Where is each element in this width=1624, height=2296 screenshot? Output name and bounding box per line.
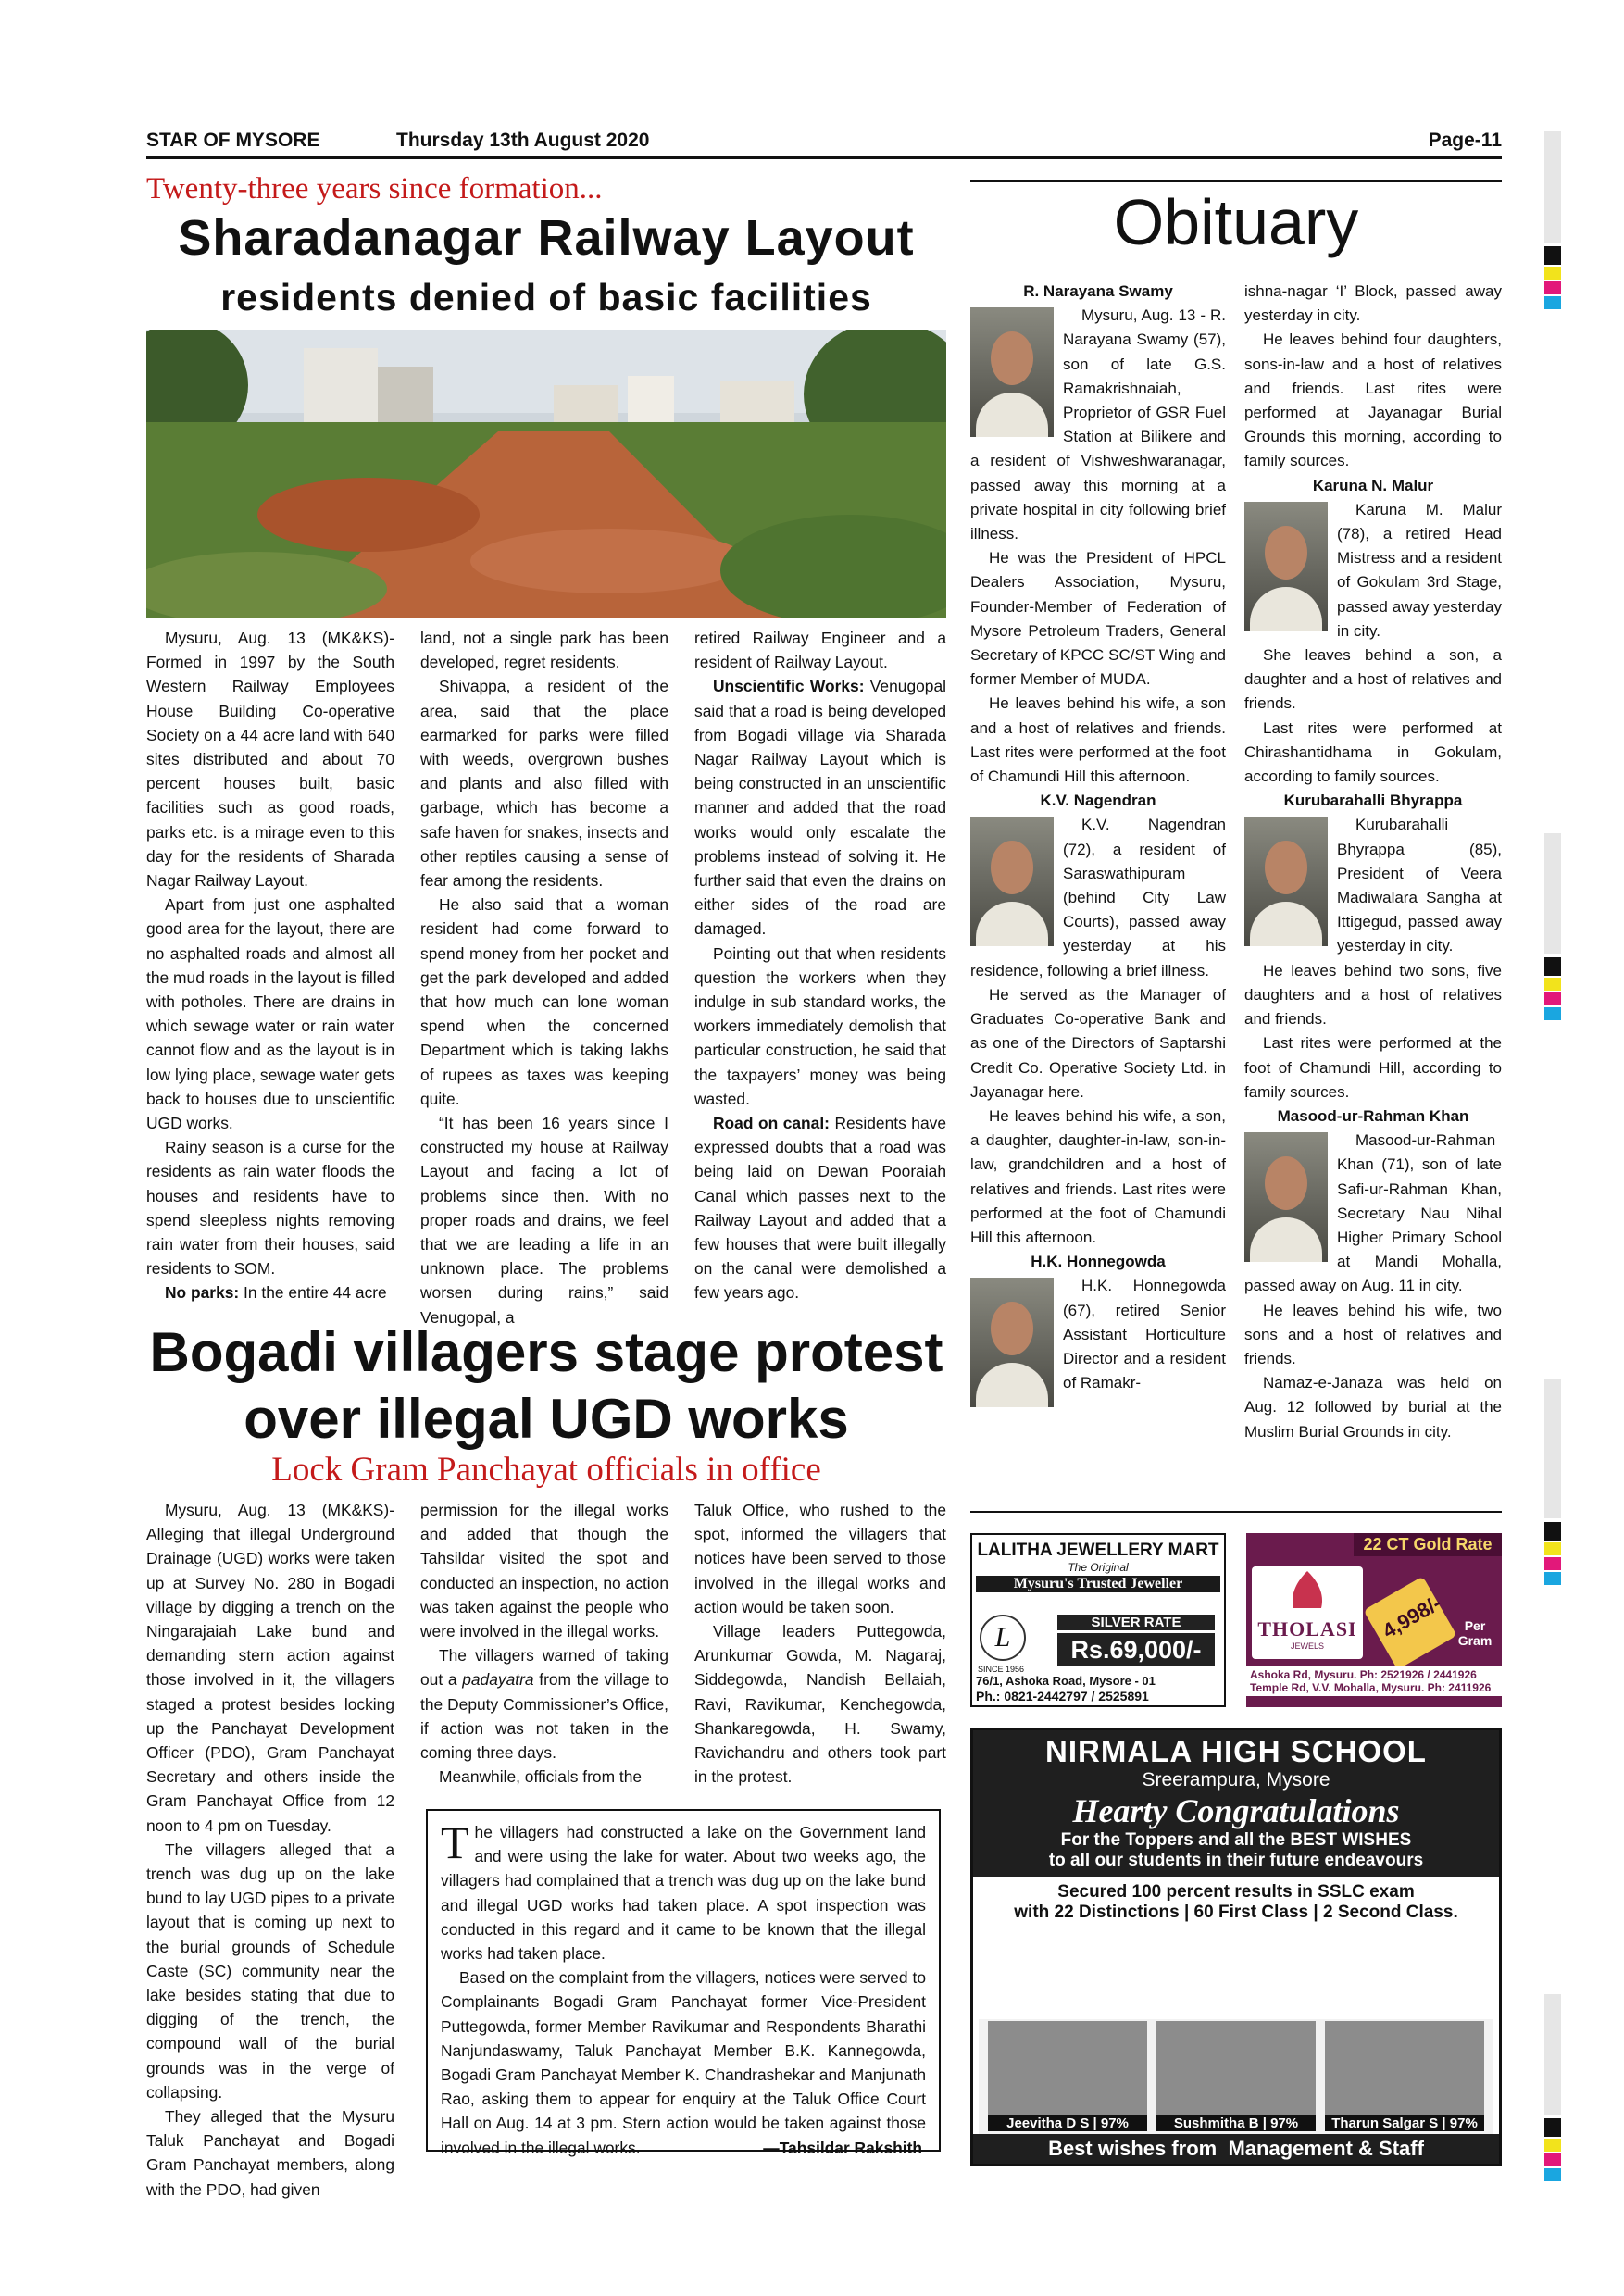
registration-yellow [1544, 2139, 1561, 2152]
story1-paragraph [694, 1111, 946, 1305]
obit-paragraph: He served as the Manager of Graduates Co-operative Bank and as one of the Directors of Saptarshi Credit Co. Operative Society Ltd. in Jayanagar here. [970, 985, 1226, 1101]
story1-paragraph: retired Railway Engineer and a resident of Railway Layout. [694, 629, 946, 672]
topper-label: Tharun Salgar S | 97% [1325, 2115, 1484, 2131]
obit-name: Masood-ur-Rahman Khan [1277, 1106, 1469, 1125]
story2-paragraph: They alleged that the Mysuru Taluk Panchayat and Bogadi Gram Panchayat members, along with the PDO, had given [146, 2107, 394, 2199]
masthead: STAR OF MYSORE [146, 130, 320, 151]
story2-text: The villagers warned of taking out a [420, 1646, 668, 1690]
story1-column-1 [146, 626, 394, 1305]
story1-headline: Sharadanagar Railway Layout [178, 210, 915, 266]
story1-kicker: Twenty-three years since formation... [146, 172, 603, 206]
story2-paragraph: Village leaders Puttegowda, Arunkumar Gowda, M. Nagaraj, Siddegowda, Nandish Bellaiah, Ravi, Ravikumar, Kenchegowda, Shankaregowda, H. Swamy, Ravichandru and others took part in the protest. [694, 1622, 946, 1787]
statement-text-run: he villagers had constructed a lake on the Government land and were using the lake for water. About two weeks ago, the villagers had complained that a trench was dug up on the lake bund and illegal UGD works had taken place. A spot inspection was conducted in this regard and it came to be known that the illegal works had taken place. [441, 1823, 926, 1964]
story2-paragraph: Taluk Office, who rushed to the spot, informed the villagers that notices have been served to those involved in the illegal works and action would be taken soon. [694, 1501, 946, 1616]
lalitha-name: LALITHA JEWELLERY MART [977, 1541, 1219, 1560]
story2-headline: Bogadi villagers stage protest [149, 1321, 943, 1383]
nirmala-school-name: NIRMALA HIGH SCHOOL [1045, 1734, 1427, 1768]
obit-paragraph: Last rites were performed at Chirashantidhama in Gokulam, according to family sources. [1244, 718, 1502, 786]
nirmala-place: Sreerampura, Mysore [1142, 1769, 1330, 1791]
story2-paragraph: Meanwhile, officials from the [439, 1767, 643, 1787]
registration-bar [1544, 131, 1561, 243]
story2-paragraph: permission for the illegal works and added that though the Tahsildar visited the spot and conducted an inspection, no action was taken against the people who were involved in the illegal works. [420, 1501, 668, 1641]
toppers-row [979, 2019, 1493, 2134]
lalitha-rate-label: SILVER RATE [1057, 1615, 1215, 1630]
tholasi-address-1: Ashoka Rd, Mysuru. Ph: 2521926 / 2441926 [1250, 1668, 1477, 1681]
subhead-no-parks: No parks: [165, 1283, 240, 1303]
story1-paragraph: “It has been 16 years since I constructed my house at Railway Layout and facing a lot of problems since then. With no proper roads and drains, we feel that we are leading a life in an unknown place. The problems worsen during rains,” said Venugopal, a [420, 1114, 668, 1327]
obit-text: Masood-ur-Rahman Khan (71), son of late Safi-ur-Rahman Khan, Secretary Nau Nihal Higher Primary School at Mandi Mohalla, passed away on Aug. 11 in city. [1244, 1131, 1502, 1295]
registration-yellow [1544, 1542, 1561, 1555]
obituary-bottom-rule [970, 1511, 1502, 1513]
story1-paragraph: Rainy season is a curse for the residents as rain water floods the houses and residents have to spend sleepless nights removing rain water from their houses, said residents to SOM. [146, 1138, 394, 1279]
obit-name: H.K. Honnegowda [1031, 1253, 1166, 1271]
obit-portrait [970, 817, 1054, 946]
obit-paragraph: He leaves behind his wife, a son and a host of relatives and friends. Last rites were performed at the foot of Chamundi Hill this afternoon. [970, 694, 1226, 786]
layout-road-photo [146, 330, 946, 618]
registration-magenta [1544, 281, 1561, 294]
registration-black [1544, 1522, 1561, 1541]
story1-text: Venugopal said that a road is being developed from Bogadi village via Sharada Nagar Railway Layout which is being constructed in an unscientific manner and added that the road works would only escalate the problems instead of solving it. He further said that even the drains on either sides of the road are damaged. [694, 677, 946, 939]
obit-paragraph: Namaz-e-Janaza was held on Aug. 12 followed by burial at the Muslim Burial Grounds in city. [1244, 1374, 1502, 1441]
story2-column-1 [146, 1498, 394, 2202]
story2-paragraph [420, 1643, 668, 1765]
lalitha-tag2: Mysuru's Trusted Jeweller [976, 1576, 1220, 1592]
registration-magenta [1544, 1557, 1561, 1570]
lalitha-since: SINCE 1956 [978, 1665, 1025, 1674]
story2-column-3 [694, 1498, 946, 1789]
registration-cyan [1544, 1572, 1561, 1585]
story2-column-2 [420, 1498, 668, 1789]
obit-portrait [970, 307, 1054, 437]
nirmala-congrats: Hearty Congratulations [1072, 1792, 1400, 1829]
obit-portrait [1244, 817, 1328, 946]
registration-black [1544, 2118, 1561, 2137]
story1-column-3 [694, 626, 946, 1305]
registration-cyan [1544, 1007, 1561, 1020]
tholasi-logo-icon [1252, 1566, 1363, 1613]
lalitha-rate: Rs.69,000/- [1057, 1633, 1215, 1666]
drop-cap: T [441, 1816, 469, 1868]
lalitha-address: 76/1, Ashoka Road, Mysore - 01 [976, 1674, 1156, 1688]
story2-subhead: Lock Gram Panchayat officials in office [271, 1451, 821, 1489]
obit-portrait [1244, 1132, 1328, 1262]
subhead-road-on-canal: Road on canal: [713, 1114, 830, 1133]
registration-yellow [1544, 978, 1561, 991]
registration-cyan [1544, 296, 1561, 309]
story1-paragraph [146, 1280, 394, 1304]
registration-black [1544, 246, 1561, 265]
issue-date: Thursday 13th August 2020 [396, 130, 650, 151]
statement-signature: —Tahsildar Rakshith [763, 2138, 922, 2157]
obit-paragraph: Last rites were performed at the foot of Chamundi Hill, according to family sources. [1244, 1034, 1502, 1101]
story1-text: Residents have expressed doubts that a road was being laid on Dewan Pooraiah Canal which passes next to the Railway Layout and added that a few houses that were built illegally on the canal were demolished a few years ago. [694, 1114, 946, 1303]
obit-paragraph: He leaves behind four daughters, sons-in-law and a host of relatives and friends. Last rites were performed at Jayanagar Burial Grounds this morning, according to family sources. [1244, 331, 1502, 470]
tholasi-banner: 22 CT Gold Rate [1354, 1533, 1502, 1556]
subhead-unscientific-works: Unscientific Works: [713, 677, 865, 696]
story2-text: from the village to the Deputy Commissioner’s Office, if action was not taken in the coming three days. [420, 1670, 669, 1763]
nirmala-result2: with 22 Distinctions | 60 First Class | 2 Second Class. [1014, 1903, 1458, 1922]
story2-paragraph: Mysuru, Aug. 13 (MK&KS)- Alleging that illegal Underground Drainage (UGD) works were taken up at Survey No. 280 in Bogadi village by digging a trench on the Ningarajaiah Lake bund and demanding stern action against those involved in it, the villagers staged a protest besides locking up the Panchayat Development Officer (PDO), Gram Panchayat Secretary and others inside the Gram Panchayat Office from 12 noon to 4 pm on Tuesday. [146, 1501, 394, 1835]
tholasi-logo-panel [1252, 1566, 1363, 1659]
page-header [146, 126, 1502, 159]
obit-name: Kurubarahalli Bhyrappa [1283, 792, 1463, 810]
topper-label: Jeevitha D S | 97% [988, 2115, 1147, 2131]
topper-photo [988, 2021, 1147, 2115]
nirmala-line1: For the Toppers and all the BEST WISHES [1060, 1830, 1412, 1850]
obit-paragraph: He leaves behind his wife, a son, a daughter, daughter-in-law, son-in-law, grandchildren and a host of relatives and friends. Last rites were performed at the foot of Chamundi Hill this afternoon. [970, 1106, 1226, 1246]
tholasi-addresses [1246, 1666, 1502, 1696]
obit-paragraph [1244, 1129, 1502, 1298]
obit-paragraph [1244, 813, 1502, 958]
story1-text: In the entire 44 acre [239, 1283, 387, 1303]
obit-paragraph [970, 1274, 1226, 1395]
tholasi-price: 4,998/- [1378, 1591, 1445, 1643]
nirmala-school-ad [970, 1728, 1502, 2166]
lalitha-jewellery-ad [970, 1533, 1226, 1707]
story2-headline-line2: over illegal UGD works [244, 1388, 849, 1450]
registration-black [1544, 957, 1561, 976]
topper-photo [1156, 2021, 1316, 2115]
obit-paragraph [970, 304, 1226, 546]
nirmala-footer: Best wishes from Management & Staff [973, 2134, 1499, 2164]
tholasi-name: THOLASI [1257, 1617, 1357, 1641]
story2-italic-term: padayatra [462, 1670, 534, 1690]
obit-text: K.V. Nagendran (72), a resident of Saraswathipuram (behind City Law Courts), passed away yesterday at his residence, following a brief illness. [970, 816, 1226, 980]
story1-paragraph: Shivappa, a resident of the area, said that the place earmarked for parks were filled with weeds, overgrown bushes and plants and also filled with garbage, which has become a safe haven for snakes, insects and other reptiles causing a sense of fear among the residents. [420, 677, 668, 891]
obituary-title: Obituary [1113, 186, 1359, 258]
obit-text: H.K. Honnegowda (67), retired Senior Assistant Horticulture Director and a resident of Ramakr- [1063, 1277, 1226, 1392]
registration-bar [1544, 833, 1561, 954]
obit-text: Mysuru, Aug. 13 - R. Narayana Swamy (57), son of late G.S. Ramakrishnaiah, Proprietor of GSR Fuel Station at Bilikere and a resident of Vishweshwaranagar, passed away this morning at a private hospital in city following brief illness. [970, 306, 1226, 543]
registration-yellow [1544, 267, 1561, 280]
statement-text-run: Based on the complaint from the villagers, notices were served to Complainants Bogadi Gram Panchayat former Vice-President Puttegowda, former Member Ravikumar and Respondents Bharathi Nanjundaswamy, Taluk Panchayat Member B.K. Kannegowda, Bogadi Gram Panchayat Member K. Chandrashekar and Manjunath Rao, asking them to appear for enquiry at the Taluk Office Court Hall on Aug. 14 at 3 pm. Stern action would be taken against those involved in the illegal works. [441, 1968, 926, 2157]
tahsildar-statement-box [426, 1809, 941, 2157]
story1-paragraph: Pointing out that when residents question the workers when they indulge in sub standard works, the workers immediately demolish that particular construction, he said that the taxpayers’ money was being wasted. [694, 943, 946, 1108]
story1-paragraph: land, not a single park has been developed, regret residents. [420, 629, 668, 672]
registration-bar [1544, 1994, 1561, 2115]
lalitha-phone: Ph.: 0821-2442797 / 2525891 [976, 1689, 1149, 1703]
obit-paragraph [1244, 498, 1502, 643]
nirmala-line2: to all our students in their future endeavours [1048, 1851, 1424, 1870]
topper-photo [1325, 2021, 1484, 2115]
lalitha-logo: L [980, 1615, 1026, 1661]
story1-column-2 [420, 626, 668, 1329]
registration-magenta [1544, 992, 1561, 1005]
obit-paragraph: ishna-nagar ‘I’ Block, passed away yesterday in city. [1244, 282, 1502, 325]
tholasi-jewels-ad [1246, 1533, 1502, 1707]
obit-paragraph: He was the President of HPCL Dealers Association, Mysuru, Founder-Member of Federation of Mysore Petroleum Traders, General Secretary of KPCC SC/ST Wing and former Member of MUDA. [970, 549, 1226, 689]
obit-portrait [970, 1278, 1054, 1407]
obit-text: Kurubarahalli Bhyrappa (85), President of Veera Madiwalara Sangha at Ittigegud, passed away yesterday in city. [1337, 816, 1502, 955]
obit-paragraph: He leaves behind his wife, two sons and a host of relatives and friends. [1244, 1301, 1502, 1367]
obituary-column-2 [1244, 280, 1502, 1444]
nirmala-header [973, 1730, 1499, 1877]
obit-paragraph [970, 813, 1226, 982]
lalitha-tag1: The Original [1068, 1561, 1129, 1574]
registration-cyan [1544, 2168, 1561, 2181]
story1-paragraph [694, 674, 946, 941]
obit-paragraph: She leaves behind a son, a daughter and a host of relatives and friends. [1244, 646, 1502, 713]
obituary-rule [970, 180, 1502, 182]
page-number: Page-11 [1428, 130, 1502, 151]
obit-text: Karuna M. Malur (78), a retired Head Mistress and a resident of Gokulam 3rd Stage, passed away yesterday in city. [1337, 500, 1502, 640]
story1-paragraph: Mysuru, Aug. 13 (MK&KS)- Formed in 1997 by the South Western Railway Employees House Building Co-operative Society on a 44 acre land with 640 sites distributed and about 70 percent houses built, basic facilities such as good roads, parks etc. is a mirage even to this day for the residents of Sharada Nagar Railway Layout. [146, 629, 394, 891]
statement-paragraph [441, 1816, 926, 1965]
obit-portrait [1244, 502, 1328, 631]
obituary-column-1 [970, 280, 1226, 1411]
story1-paragraph: Apart from just one asphalted good area for the layout, there are no asphalted roads and almost all the mud roads in the layout is filled with potholes. There are drains in which sewage water or rain water cannot flow and as the layout is in low lying place, sewage water gets back to houses due to unscientific UGD works. [146, 895, 394, 1133]
obit-paragraph: He leaves behind two sons, five daughters and a host of relatives and friends. [1244, 961, 1502, 1029]
story2-paragraph: The villagers alleged that a trench was dug up on the lake bund to lay UGD pipes to a private layout that is coming up next to the burial grounds of Schedule Caste (SC) community near the lake besides stating that due to digging of the trench, the compound wall of the burial grounds was in the verge of collapsing. [146, 1840, 394, 2102]
story1-headline-line2: residents denied of basic facilities [220, 276, 872, 318]
obit-name: R. Narayana Swamy [1023, 282, 1173, 300]
obit-name: Karuna N. Malur [1312, 476, 1434, 494]
tholasi-per-gram: Per Gram [1457, 1618, 1493, 1648]
tholasi-sub: JEWELS [1290, 1641, 1324, 1651]
tholasi-address-2: Temple Rd, V.V. Mohalla, Mysuru. Ph: 2411926 [1250, 1681, 1492, 1694]
registration-magenta [1544, 2153, 1561, 2166]
statement-paragraph [441, 1965, 926, 2160]
story1-paragraph: He also said that a woman resident had come forward to spend money from her pocket and get the park developed and added that how much can lone woman spend when the concerned Department which is taking lakhs of rupees as taxes was keeping quite. [420, 895, 668, 1108]
obit-name: K.V. Nagendran [1040, 792, 1156, 810]
registration-bar [1544, 1379, 1561, 1518]
topper-label: Sushmitha B | 97% [1156, 2115, 1316, 2131]
nirmala-result1: Secured 100 percent results in SSLC exam [1057, 1882, 1415, 1902]
statement-text [441, 1816, 926, 2160]
